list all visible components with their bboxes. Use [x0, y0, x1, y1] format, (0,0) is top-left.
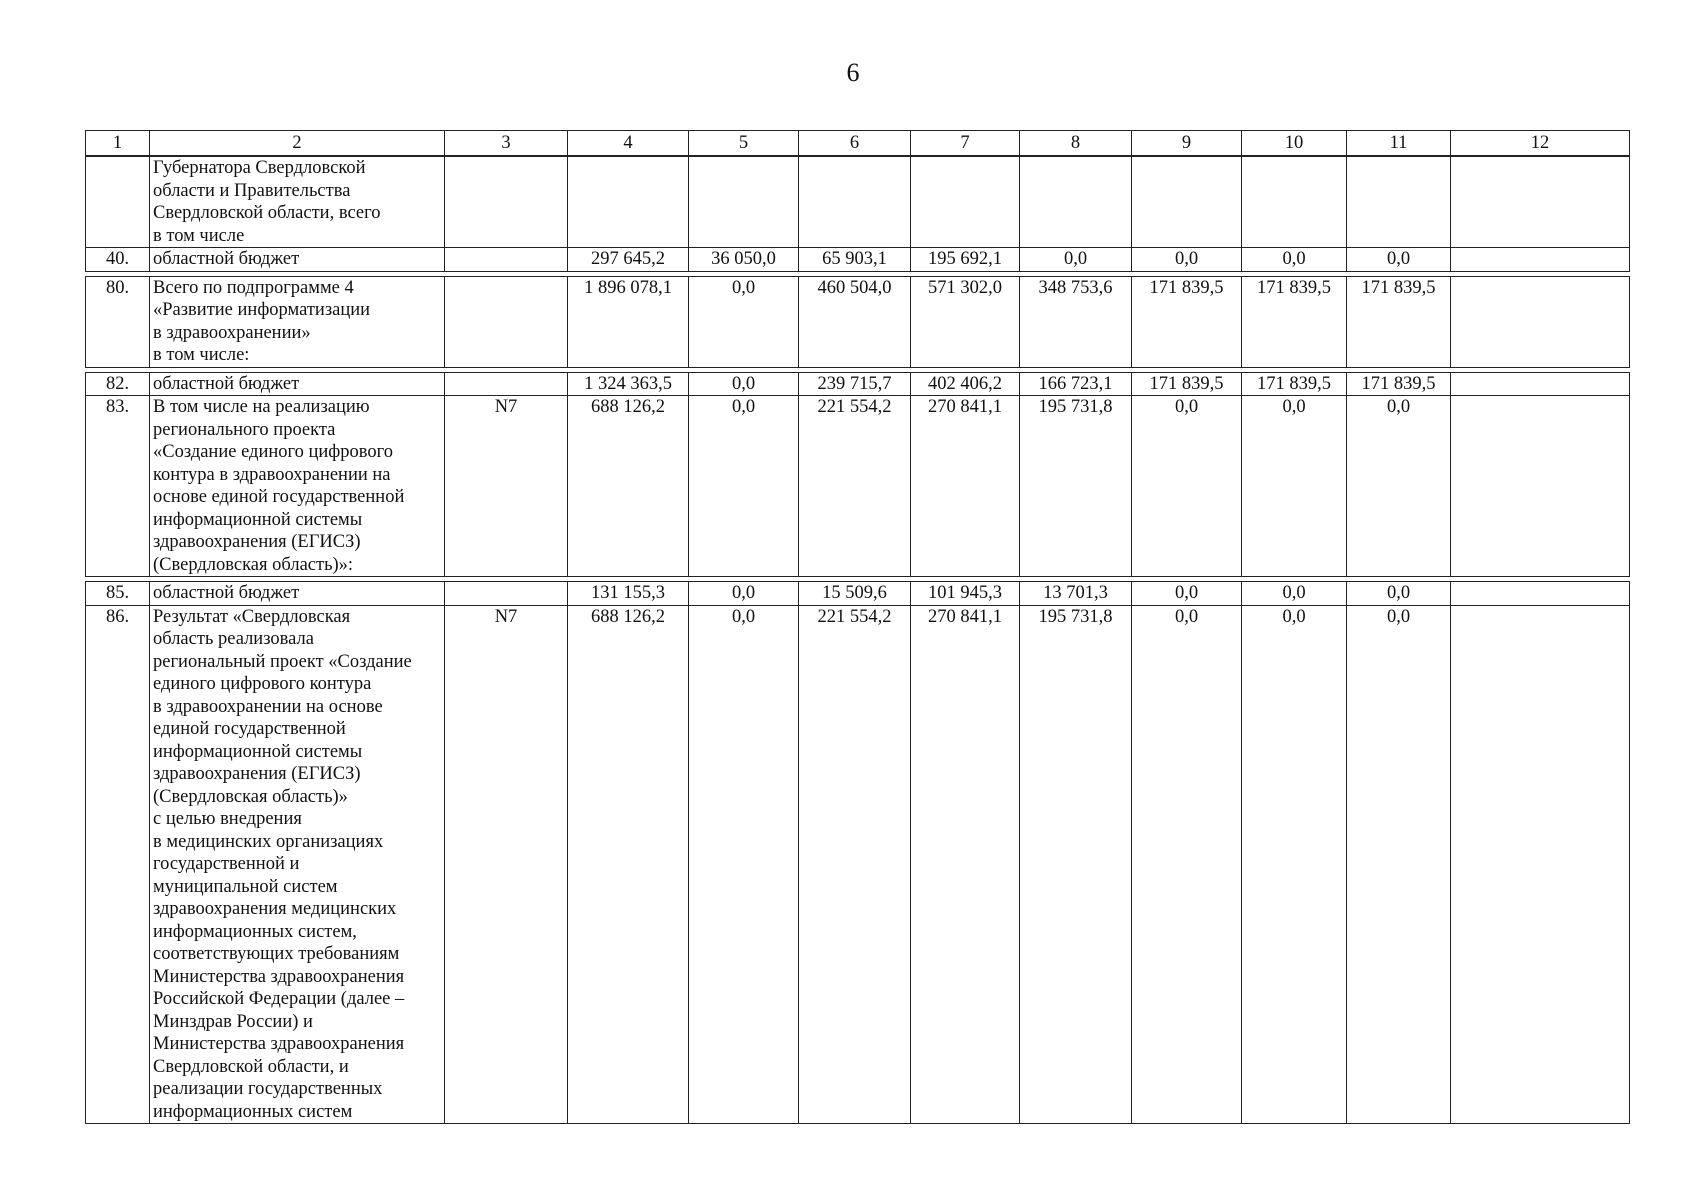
- description-line: в медицинских организациях: [153, 831, 384, 852]
- note-cell: [1451, 248, 1630, 272]
- target-code: [445, 276, 568, 367]
- column-number-row: [86, 131, 1630, 157]
- amount-cell: 131 155,3: [568, 582, 689, 606]
- amount-cell: 171 839,5: [1132, 372, 1242, 396]
- amount-cell: 0,0: [689, 605, 799, 1124]
- row-number: 86.: [86, 605, 150, 1124]
- amount-cell: [799, 156, 911, 248]
- amount-cell: 239 715,7: [799, 372, 911, 396]
- page-number: 6: [846, 58, 860, 87]
- description-line: информационных систем,: [153, 921, 357, 942]
- amount-cell: 0,0: [1242, 605, 1347, 1124]
- amount-cell: 270 841,1: [911, 605, 1020, 1124]
- amount-cell: 0,0: [1347, 605, 1451, 1124]
- amount-cell: 171 839,5: [1242, 276, 1347, 367]
- amount-cell: 101 945,3: [911, 582, 1020, 606]
- description-line: областной бюджет: [153, 249, 300, 269]
- row-description: [150, 248, 445, 272]
- target-code: [445, 582, 568, 606]
- table-row: [86, 156, 1630, 248]
- amount-cell: 688 126,2: [568, 396, 689, 577]
- amount-cell: 15 509,6: [799, 582, 911, 606]
- amount-cell: 297 645,2: [568, 248, 689, 272]
- row-description: [150, 605, 445, 1124]
- row-number: 80.: [86, 276, 150, 367]
- description-line: контура в здравоохранении на: [153, 464, 391, 485]
- description-line: Всего по подпрограмме 4: [153, 277, 354, 298]
- amount-cell: 688 126,2: [568, 605, 689, 1124]
- amount-cell: 13 701,3: [1020, 582, 1132, 606]
- column-header: 7: [911, 131, 1020, 157]
- column-header: 3: [445, 131, 568, 157]
- description-line: (Свердловская область)»:: [153, 554, 354, 575]
- description-line: в здравоохранении»: [153, 322, 311, 343]
- description-line: с целью внедрения: [153, 809, 302, 829]
- description-line: областной бюджет: [153, 583, 300, 603]
- amount-cell: 0,0: [1242, 248, 1347, 272]
- description-line: информационных систем: [153, 1101, 353, 1122]
- description-line: информационной системы: [153, 509, 363, 530]
- note-cell: [1451, 582, 1630, 606]
- description-line: муниципальной систем: [153, 876, 338, 897]
- description-line: регионального проекта: [153, 419, 336, 440]
- table-row: [86, 248, 1630, 272]
- table-row: [86, 605, 1630, 1124]
- description-line: реализации государственных: [153, 1079, 383, 1099]
- description-line: основе единой государственной: [153, 487, 405, 507]
- column-header: 5: [689, 131, 799, 157]
- amount-cell: 0,0: [1132, 582, 1242, 606]
- amount-cell: 1 896 078,1: [568, 276, 689, 367]
- note-cell: [1451, 372, 1630, 396]
- row-number: [86, 156, 150, 248]
- description-line: Свердловской области, всего: [153, 203, 381, 223]
- description-line: В том числе на реализацию: [153, 397, 370, 417]
- description-line: Министерства здравоохранения: [153, 966, 405, 987]
- column-header: 11: [1347, 131, 1451, 157]
- column-header: 9: [1132, 131, 1242, 157]
- description-line: государственной и: [153, 854, 300, 874]
- row-number: 83.: [86, 396, 150, 577]
- row-number: 40.: [86, 248, 150, 272]
- row-description: [150, 396, 445, 577]
- row-description: [150, 156, 445, 248]
- amount-cell: 0,0: [689, 582, 799, 606]
- amount-cell: 221 554,2: [799, 605, 911, 1124]
- amount-cell: 195 731,8: [1020, 396, 1132, 577]
- note-cell: [1451, 276, 1630, 367]
- description-line: здравоохранения (ЕГИСЗ): [153, 532, 361, 552]
- table-row: [86, 396, 1630, 577]
- target-code: [445, 372, 568, 396]
- amount-cell: 0,0: [1242, 396, 1347, 577]
- description-line: в том числе: [153, 225, 245, 246]
- amount-cell: 402 406,2: [911, 372, 1020, 396]
- amount-cell: 0,0: [1132, 248, 1242, 272]
- row-description: [150, 372, 445, 396]
- column-header: 12: [1451, 131, 1630, 157]
- amount-cell: 1 324 363,5: [568, 372, 689, 396]
- amount-cell: 0,0: [1132, 396, 1242, 577]
- column-header: 1: [86, 131, 150, 157]
- note-cell: [1451, 156, 1630, 248]
- column-header: 8: [1020, 131, 1132, 157]
- column-header: 6: [799, 131, 911, 157]
- row-number: 85.: [86, 582, 150, 606]
- description-line: (Свердловская область)»: [153, 786, 348, 807]
- column-header: 4: [568, 131, 689, 157]
- amount-cell: 0,0: [689, 276, 799, 367]
- amount-cell: 348 753,6: [1020, 276, 1132, 367]
- amount-cell: 171 839,5: [1242, 372, 1347, 396]
- amount-cell: 460 504,0: [799, 276, 911, 367]
- description-line: здравоохранения (ЕГИСЗ): [153, 764, 361, 784]
- description-line: единого цифрового контура: [153, 674, 372, 694]
- amount-cell: 171 839,5: [1347, 276, 1451, 367]
- amount-cell: 0,0: [689, 372, 799, 396]
- description-line: здравоохранения медицинских: [153, 899, 397, 919]
- table-row: [86, 372, 1630, 396]
- description-line: информационной системы: [153, 741, 363, 762]
- amount-cell: 36 050,0: [689, 248, 799, 272]
- amount-cell: [1347, 156, 1451, 248]
- amount-cell: 171 839,5: [1132, 276, 1242, 367]
- note-cell: [1451, 396, 1630, 577]
- amount-cell: 0,0: [1347, 248, 1451, 272]
- target-code: N7: [445, 396, 568, 577]
- description-line: единой государственной: [153, 719, 346, 739]
- amount-cell: 171 839,5: [1347, 372, 1451, 396]
- description-line: область реализовала: [153, 629, 314, 649]
- amount-cell: [689, 156, 799, 248]
- amount-cell: 0,0: [689, 396, 799, 577]
- amount-cell: 0,0: [1347, 582, 1451, 606]
- column-header: 10: [1242, 131, 1347, 157]
- target-code: [445, 248, 568, 272]
- target-code: N7: [445, 605, 568, 1124]
- amount-cell: [1242, 156, 1347, 248]
- amount-cell: 221 554,2: [799, 396, 911, 577]
- amount-cell: [1132, 156, 1242, 248]
- description-line: в том числе:: [153, 345, 250, 365]
- description-line: «Создание единого цифрового: [153, 442, 394, 462]
- description-line: Губернатора Свердловской: [153, 158, 366, 178]
- description-line: региональный проект «Создание: [153, 651, 412, 672]
- amount-cell: 166 723,1: [1020, 372, 1132, 396]
- amount-cell: 0,0: [1020, 248, 1132, 272]
- description-line: областной бюджет: [153, 373, 300, 394]
- note-cell: [1451, 605, 1630, 1124]
- amount-cell: 270 841,1: [911, 396, 1020, 577]
- amount-cell: [911, 156, 1020, 248]
- target-code: [445, 156, 568, 248]
- row-description: [150, 276, 445, 367]
- row-description: [150, 582, 445, 606]
- amount-cell: 65 903,1: [799, 248, 911, 272]
- description-line: «Развитие информатизации: [153, 300, 371, 320]
- column-header: 2: [150, 131, 445, 157]
- amount-cell: 571 302,0: [911, 276, 1020, 367]
- amount-cell: 0,0: [1132, 605, 1242, 1124]
- budget-table: [85, 130, 1630, 1124]
- description-line: соответствующих требованиям: [153, 944, 400, 964]
- amount-cell: [1020, 156, 1132, 248]
- table-row: [86, 276, 1630, 367]
- description-line: Министерства здравоохранения: [153, 1034, 405, 1054]
- description-line: Результат «Свердловская: [153, 606, 351, 627]
- table-row: [86, 582, 1630, 606]
- description-line: в здравоохранении на основе: [153, 696, 383, 717]
- amount-cell: [568, 156, 689, 248]
- row-number: 82.: [86, 372, 150, 396]
- description-line: Свердловской области, и: [153, 1056, 349, 1077]
- amount-cell: 0,0: [1347, 396, 1451, 577]
- description-line: Российской Федерации (далее –: [153, 989, 405, 1009]
- amount-cell: 0,0: [1242, 582, 1347, 606]
- description-line: области и Правительства: [153, 180, 351, 201]
- amount-cell: 195 692,1: [911, 248, 1020, 272]
- amount-cell: 195 731,8: [1020, 605, 1132, 1124]
- description-line: Минздрав России) и: [153, 1011, 313, 1032]
